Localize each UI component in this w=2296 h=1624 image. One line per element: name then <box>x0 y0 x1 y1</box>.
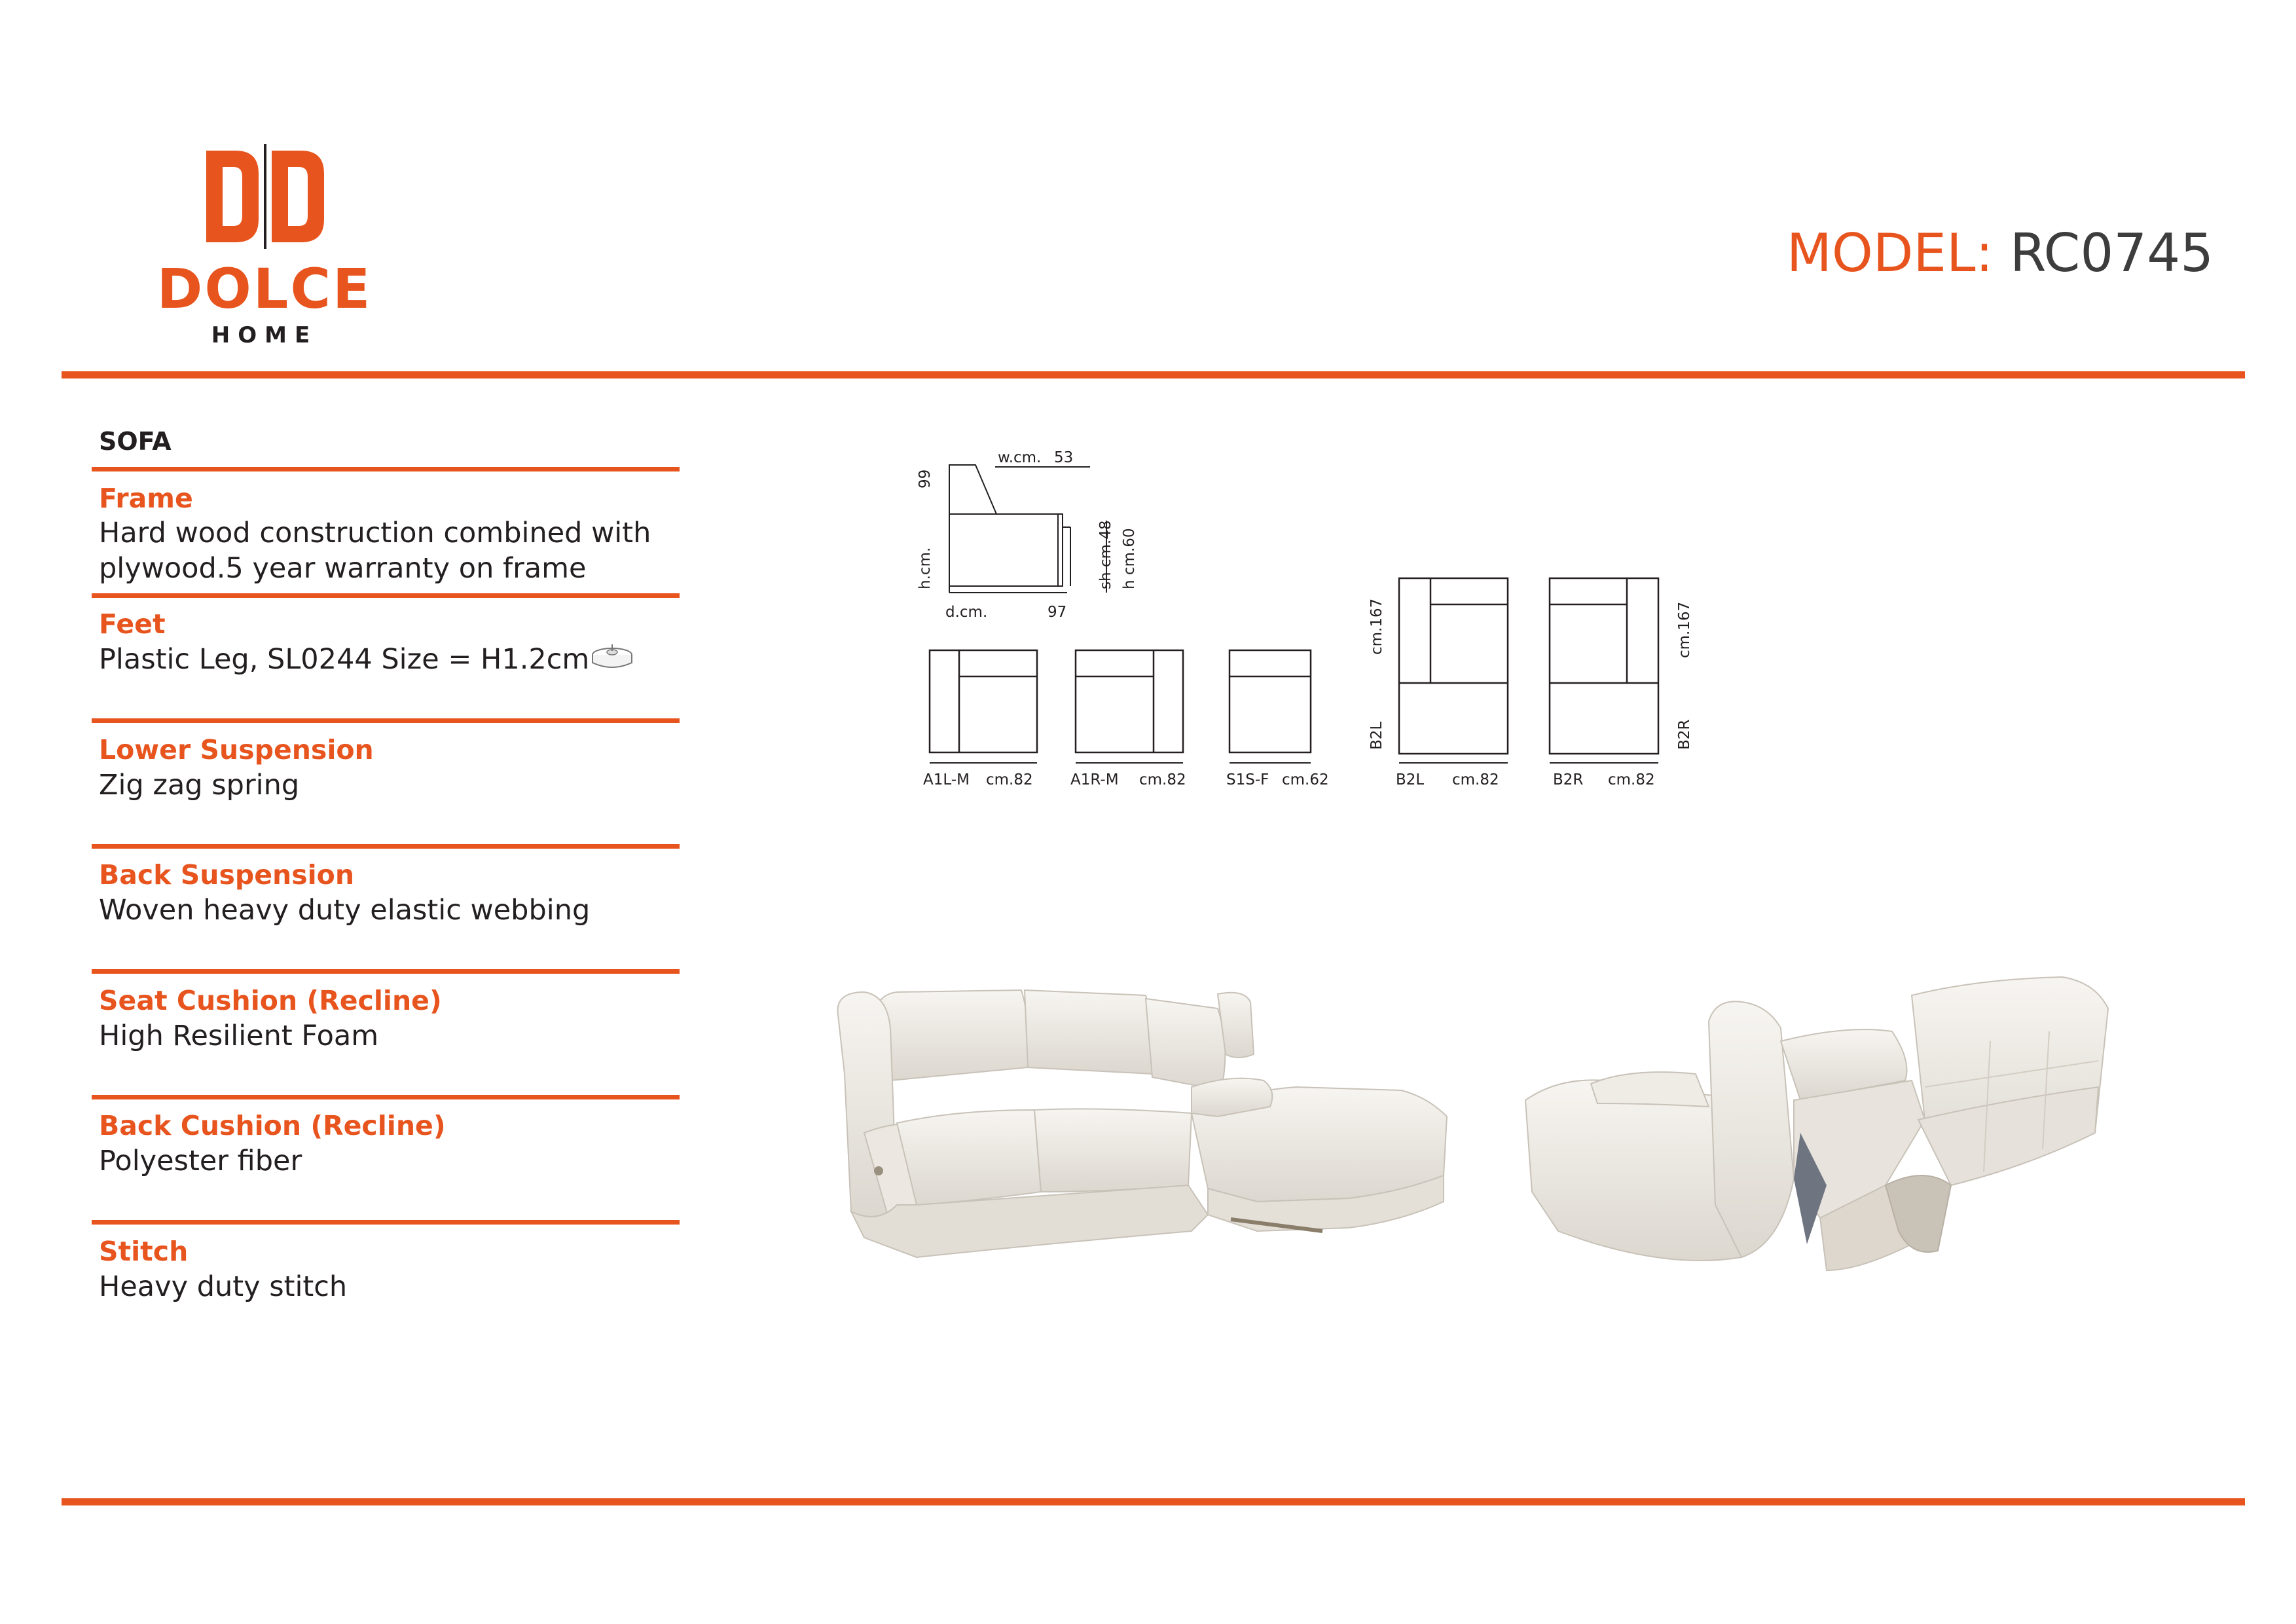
spec-divider <box>92 1095 680 1099</box>
side-d-value: 97 <box>1048 604 1067 621</box>
spec-divider <box>92 593 680 598</box>
module-size-a1l: cm.82 <box>986 771 1033 788</box>
module-code-b2r: B2R <box>1553 771 1584 788</box>
spec-divider <box>92 844 680 849</box>
spec-heading-seat-cushion: Seat Cushion (Recline) <box>99 985 442 1016</box>
spec-text-back-suspension: Woven heavy duty elastic webbing <box>99 894 591 927</box>
module-b2l-diagram <box>1391 573 1522 769</box>
spec-text-frame-2: plywood.5 year warranty on frame <box>99 552 587 585</box>
module-a1r-diagram <box>1070 645 1188 766</box>
brand-name: DOLCE <box>156 257 373 321</box>
side-d-label: d.cm. <box>945 604 988 621</box>
side-h-label: h.cm. <box>917 547 934 589</box>
module-side-b2r: B2R <box>1676 719 1693 750</box>
module-code-s1s: S1S-F <box>1226 771 1269 788</box>
side-sh-label: sh cm.48 <box>1097 520 1114 589</box>
spec-heading-feet: Feet <box>99 608 166 640</box>
side-h-value: 99 <box>917 469 934 489</box>
spec-text-back-cushion: Polyester fiber <box>99 1145 302 1177</box>
spec-text-lower-suspension: Zig zag spring <box>99 769 300 802</box>
spec-text-stitch: Heavy duty stitch <box>99 1270 348 1303</box>
spec-heading-back-cushion: Back Cushion (Recline) <box>99 1110 446 1141</box>
module-size-b2r: cm.82 <box>1608 771 1655 788</box>
module-s1s-diagram <box>1224 645 1316 766</box>
plastic-leg-icon <box>589 643 635 676</box>
module-size-a1r: cm.82 <box>1139 771 1186 788</box>
module-code-a1l: A1L-M <box>923 771 970 788</box>
module-side-b2l: B2L <box>1368 721 1385 750</box>
spec-heading-frame: Frame <box>99 483 193 514</box>
logo-dd-icon <box>200 144 331 249</box>
side-w-value: 53 <box>1054 449 1074 466</box>
module-size-s1s: cm.62 <box>1282 771 1329 788</box>
header-divider <box>62 371 2245 378</box>
module-b2r-diagram <box>1542 573 1673 769</box>
product-type: SOFA <box>99 427 172 456</box>
model-value: RC0745 <box>2009 223 2214 284</box>
spec-heading-stitch: Stitch <box>99 1236 189 1267</box>
module-a1l-diagram <box>923 645 1041 766</box>
module-size-b2l: cm.82 <box>1452 771 1499 788</box>
spec-text-frame-1: Hard wood construction combined with <box>99 517 651 549</box>
spec-heading-back-suspension: Back Suspension <box>99 859 355 891</box>
brand-sub: HOME <box>211 322 318 348</box>
spec-text-seat-cushion: High Resilient Foam <box>99 1020 379 1052</box>
spec-divider <box>92 969 680 974</box>
spec-divider <box>92 718 680 723</box>
side-h2-label: h cm.60 <box>1121 528 1138 589</box>
side-w-label: w.cm. <box>998 449 1042 466</box>
module-code-a1r: A1R-M <box>1070 771 1119 788</box>
spec-divider <box>92 1220 680 1225</box>
module-length-b2r: cm.167 <box>1676 601 1693 658</box>
spec-heading-lower-suspension: Lower Suspension <box>99 734 374 766</box>
sofa-back-photo <box>1519 969 2121 1283</box>
spec-text-feet: Plastic Leg, SL0244 Size = H1.2cm <box>99 643 590 676</box>
module-code-b2l: B2L <box>1396 771 1425 788</box>
model-label: MODEL: <box>1786 223 1994 284</box>
footer-divider <box>62 1498 2245 1505</box>
spec-divider <box>92 467 680 471</box>
module-length-b2l: cm.167 <box>1368 598 1385 655</box>
sofa-front-photo <box>825 976 1506 1290</box>
model-title <box>1787 223 2214 284</box>
